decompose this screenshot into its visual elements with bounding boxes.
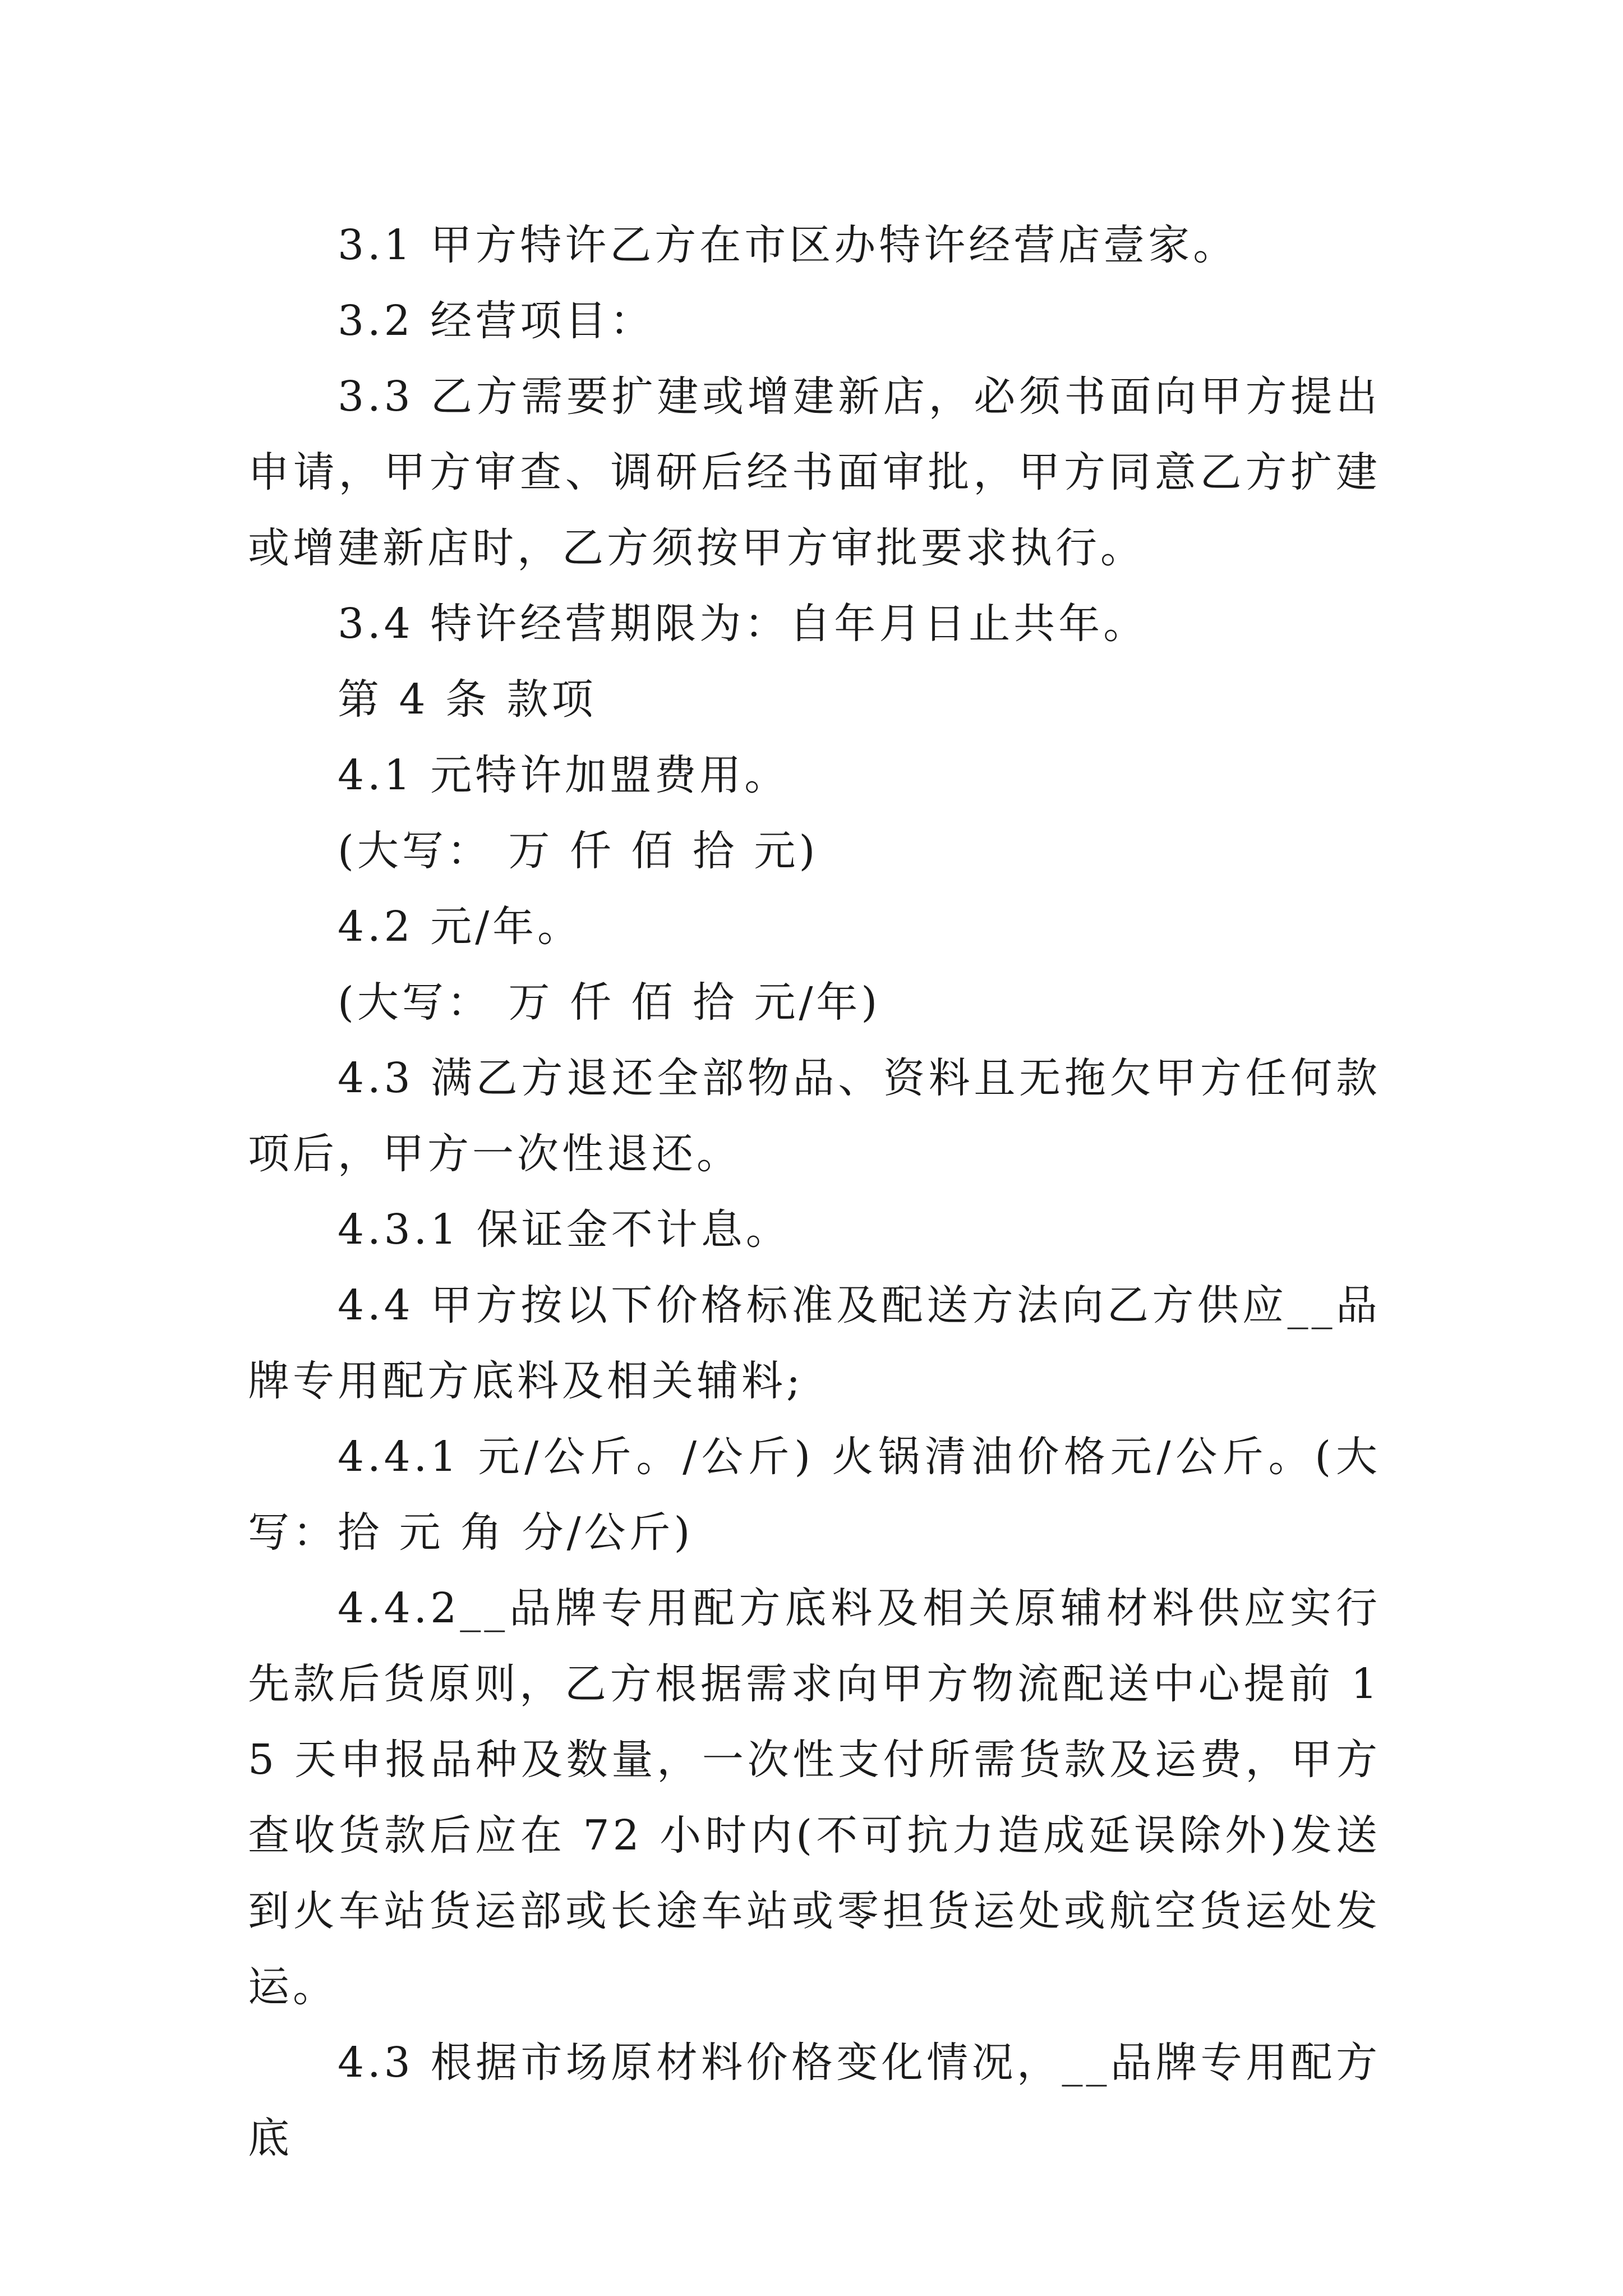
clause-4-4-2: 4.4.2__品牌专用配方底料及相关原辅材料供应实行先款后货原则，乙方根据需求向甲方物流配送中心提前 15 天申报品种及数量，一次性支付所需货款及运费，甲方查收货款后应在 72 小时内(不可抗力造成延误除外)发送到火车站货运部或长途车站或零担货运处或航空货运处发运。 <box>248 1584 1381 2011</box>
clause-4-2-capital: (大写： 万 仟 佰 拾 元/年) <box>338 978 881 1027</box>
document-body <box>248 208 1381 2177</box>
clause-4-1-capital: (大写： 万 仟 佰 拾 元) <box>338 827 819 875</box>
clause-4-2: 4.2 元/年。 <box>338 903 583 951</box>
clause-3-1: 3.1 甲方特许乙方在市区办特许经营店壹家。 <box>338 221 1238 269</box>
article-4-heading: 第 4 条 款项 <box>338 675 597 724</box>
clause-4-3: 4.3 满乙方退还全部物品、资料且无拖欠甲方任何款项后，甲方一次性退还。 <box>248 1054 1381 1178</box>
clause-3-2: 3.2 经营项目： <box>338 297 655 345</box>
clause-4-1: 4.1 元特许加盟费用。 <box>338 751 790 799</box>
clause-4-4-1: 4.4.1 元/公斤。/公斤) 火锅清油价格元/公斤。(大写：拾 元 角 分/公斤) <box>248 1433 1381 1557</box>
clause-3-3: 3.3 乙方需要扩建或增建新店，必须书面向甲方提出申请，甲方审查、调研后经书面审批，甲方同意乙方扩建或增建新店时，乙方须按甲方审批要求执行。 <box>248 372 1381 572</box>
clause-4-4: 4.4 甲方按以下价格标准及配送方法向乙方供应__品牌专用配方底料及相关辅料; <box>248 1281 1381 1405</box>
clause-4-3-repeat: 4.3 根据市场原材料价格变化情况，__品牌专用配方底 <box>248 2039 1381 2162</box>
clause-3-4: 3.4 特许经营期限为：自年月日止共年。 <box>338 600 1149 648</box>
clause-4-3-1: 4.3.1 保证金不计息。 <box>338 1205 791 1254</box>
